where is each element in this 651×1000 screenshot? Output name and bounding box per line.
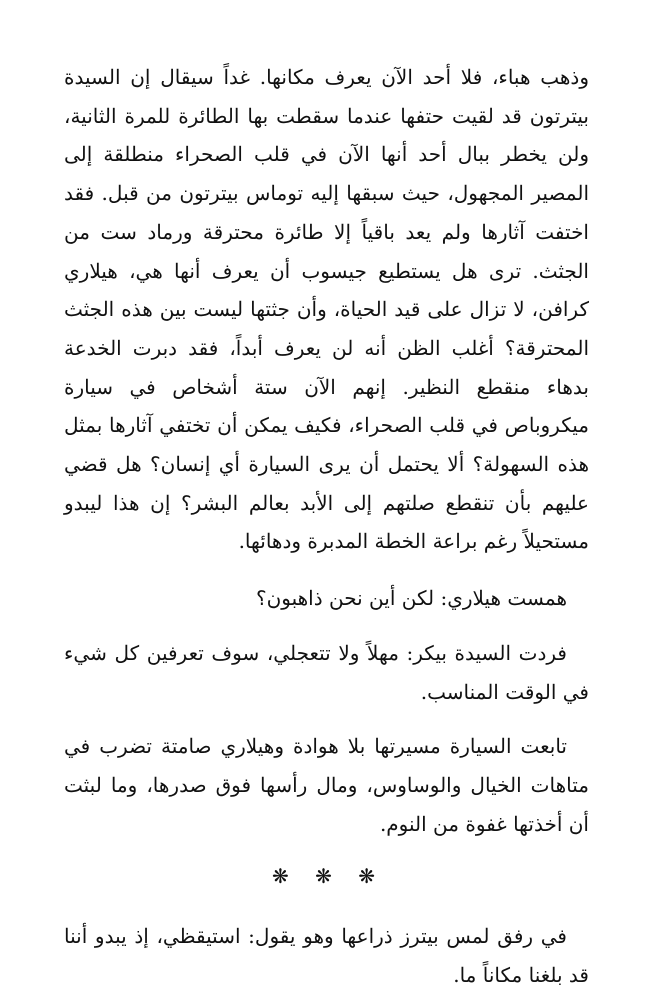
closing-paragraph: في رفق لمس بيترز ذراعها وهو يقول: استيقظي، إذ يبدو أننا قد بلغنا مكاناً ما.	[64, 924, 589, 988]
section-separator	[64, 857, 589, 895]
separator-star-icon: ❋	[315, 864, 338, 889]
paragraph-4: تابعت السيارة مسيرتها بلا هوادة وهيلاري صامتة تضرب في متاهات الخيال والوساوس، ومال رأسها فوق صدرها، وما لبثت أن أخذتها غفوة من النوم.	[64, 734, 589, 836]
paragraph-3-dialogue: فردت السيدة بيكر: مهلاً ولا تتعجلي، سوف تعرفين كل شيء في الوقت المناسب.	[64, 640, 589, 704]
separator-star-icon: ❋	[358, 864, 381, 889]
paragraph-1: وذهب هباء، فلا أحد الآن يعرف مكانها. غداً سيقال إن السيدة بيترتون قد لقيت حتفها عندما سقطت بها الطائرة للمرة الثانية، ولن يخطر ببال أحد أنها الآن في قلب الصحراء منطلقة إلى المصير المجهول، حيث سبقها إليه توماس بيترتون من قبل. فقد اختفت آثارها ولم يعد باقياً إلا طائرة محترقة ورماد ست من الجثث. ترى هل يستطيع جيسوب أن يعرف أنها هي، هيلاري كرافن، لا تزال على قيد الحياة، وأن جثتها ليست بين هذه الجثث المحترقة؟ أغلب الظن أنه لن يعرف أبداً، فقد دبرت الخدعة بدهاء منقطع النظير. إنهم الآن ستة أشخاص في سيارة ميكروباص في قلب الصحراء، فكيف يمكن أن تختفي آثارها بمثل هذه السهولة؟ ألا يحتمل أن يرى السيارة أي إنسان؟ هل قضي عليهم بأن تنقطع صلتهم إلى الأبد بعالم البشر؟ إن هذا ليبدو مستحيلاً رغم براعة الخطة المدبرة ودهائها.	[64, 65, 589, 554]
paragraph-2-dialogue: همست هيلاري: لكن أين نحن ذاهبون؟	[255, 586, 567, 611]
separator-star-icon: ❋	[271, 864, 295, 889]
